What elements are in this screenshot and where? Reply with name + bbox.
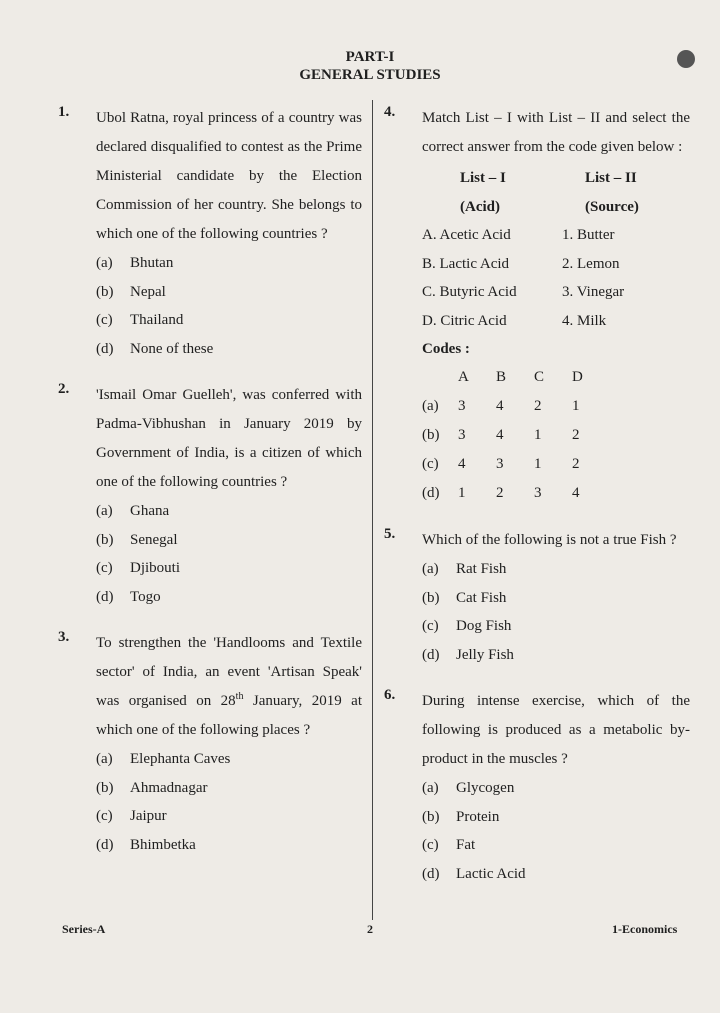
- option: [422, 803, 690, 832]
- list2-item: 1. Butter: [562, 227, 615, 243]
- list-header-row: [422, 164, 690, 193]
- ordinal-suffix: th: [235, 691, 244, 702]
- code-cell: 1: [534, 427, 542, 443]
- page-number: 2: [367, 922, 373, 936]
- option-text: Elephanta Caves: [130, 751, 231, 767]
- option-text: Thailand: [130, 312, 184, 328]
- option-text: Lactic Acid: [456, 865, 526, 882]
- page-header: [0, 48, 720, 84]
- code-cell: 3: [458, 427, 466, 443]
- list-row: [422, 307, 690, 336]
- codes-title: Codes :: [422, 341, 470, 357]
- option: [422, 860, 690, 889]
- option: [422, 584, 690, 613]
- code-cell: 2: [534, 398, 542, 414]
- option-label: (b): [422, 427, 440, 443]
- section-title: GENERAL STUDIES: [299, 67, 441, 83]
- option-label: (b): [422, 589, 440, 606]
- series-label: Series-A: [62, 922, 106, 936]
- option-text: Jelly Fish: [456, 646, 514, 663]
- option-label: (d): [422, 865, 440, 882]
- code-cell: 1: [458, 485, 466, 501]
- question-number: 4.: [384, 104, 396, 120]
- option-label: (d): [422, 646, 440, 663]
- question-2: [58, 381, 362, 611]
- match-lists: [422, 164, 690, 335]
- question-5: [384, 526, 690, 669]
- option-label: (c): [422, 456, 439, 472]
- question-text: [96, 629, 362, 745]
- option-label: (a): [422, 398, 439, 414]
- code-cell: 4: [458, 456, 466, 472]
- codes-row: [422, 450, 690, 479]
- option-label: (a): [96, 255, 113, 271]
- option: [96, 774, 362, 803]
- question-text: 'Ismail Omar Guelleh', was conferred with Padma-Vibhushan in January 2019 by Government of India, is a citizen of which one of the following countries ?: [96, 387, 362, 490]
- list1-item: A. Acetic Acid: [422, 227, 511, 243]
- code-cell: 1: [534, 456, 542, 472]
- codes-row: [422, 421, 690, 450]
- codes-header-cell: C: [534, 369, 545, 385]
- options-list: [422, 774, 690, 888]
- options-list: [96, 745, 362, 859]
- codes-row: [422, 392, 690, 421]
- option-text: None of these: [130, 340, 214, 357]
- question-text-part: January, 2019 at which one of the following places ?: [96, 693, 362, 738]
- question-text: Which of the following is not a true Fish ?: [422, 532, 677, 548]
- code-cell: 3: [496, 456, 504, 472]
- list-row: [422, 250, 690, 279]
- option-text: Cat Fish: [456, 589, 507, 606]
- option-label: (d): [96, 340, 114, 357]
- option: [422, 612, 690, 641]
- codes-header-cell: D: [572, 369, 583, 385]
- column-divider: [372, 100, 373, 920]
- option-label: (c): [96, 808, 113, 824]
- question-text: During intense exercise, which of the following is produced as a metabolic by-product in the muscles ?: [422, 693, 690, 767]
- list1-subheading: (Acid): [460, 198, 500, 215]
- codes-header-cell: A: [458, 369, 469, 385]
- code-cell: 3: [534, 485, 542, 501]
- list2-item: 3. Vinegar: [562, 284, 625, 300]
- options-list: [422, 555, 690, 669]
- question-4: [384, 104, 690, 508]
- question-number: 5.: [384, 526, 396, 542]
- list-subheader-row: [422, 193, 690, 222]
- option-label: (b): [96, 779, 114, 796]
- code-cell: 2: [572, 456, 580, 472]
- option-label: (a): [96, 751, 113, 767]
- question-text: Match List – I with List – II and select the correct answer from the code given below :: [422, 110, 690, 155]
- option: [96, 306, 362, 335]
- option: [422, 774, 690, 803]
- code-cell: 2: [572, 427, 580, 443]
- option: [96, 278, 362, 307]
- left-column: [58, 104, 362, 877]
- options-list: [96, 249, 362, 363]
- option: [96, 526, 362, 555]
- option: [96, 554, 362, 583]
- list2-item: 4. Milk: [562, 312, 607, 329]
- option: [96, 497, 362, 526]
- question-1: [58, 104, 362, 363]
- list-row: [422, 221, 690, 250]
- right-column: [384, 104, 690, 906]
- part-label: PART-I: [345, 49, 395, 65]
- codes-header-row: [422, 363, 690, 392]
- option-label: (a): [422, 780, 439, 796]
- question-text: Ubol Ratna, royal princess of a country was declared disqualified to contest as the Prime Ministerial candidate by the Election Commission of her country. She belongs to which one of the following countries ?: [96, 110, 362, 242]
- option-text: Nepal: [130, 283, 166, 300]
- option: [422, 641, 690, 670]
- question-3: [58, 629, 362, 859]
- option-text: Protein: [456, 808, 500, 825]
- option-text: Fat: [456, 837, 476, 853]
- option-text: Bhimbetka: [130, 836, 196, 853]
- option: [96, 831, 362, 860]
- option-text: Bhutan: [130, 255, 174, 271]
- list1-item: C. Butyric Acid: [422, 284, 517, 300]
- option-text: Rat Fish: [456, 561, 507, 577]
- option-text: Senegal: [130, 531, 178, 548]
- option-label: (a): [96, 503, 113, 519]
- option-label: (c): [96, 560, 113, 576]
- option: [96, 583, 362, 612]
- option: [422, 555, 690, 584]
- list1-item: D. Citric Acid: [422, 312, 507, 329]
- list2-item: 2. Lemon: [562, 255, 620, 272]
- list2-heading: List – II: [585, 170, 637, 186]
- option-label: (b): [96, 283, 114, 300]
- question-number: 3.: [58, 629, 70, 645]
- option-text: Ghana: [130, 503, 170, 519]
- list-row: [422, 278, 690, 307]
- option-text: Jaipur: [130, 808, 167, 824]
- list2-subheading: (Source): [585, 198, 639, 215]
- option-label: (d): [422, 485, 440, 501]
- option-text: Djibouti: [130, 560, 181, 576]
- option-label: (c): [422, 618, 439, 634]
- option-text: Ahmadnagar: [130, 779, 208, 796]
- code-cell: 4: [496, 398, 504, 414]
- question-number: 1.: [58, 104, 70, 120]
- option-label: (d): [96, 588, 114, 605]
- codes-header-cell: B: [496, 369, 507, 385]
- code-cell: 1: [572, 398, 580, 414]
- list1-item: B. Lactic Acid: [422, 255, 510, 272]
- option: [96, 745, 362, 774]
- list1-heading: List – I: [460, 170, 506, 186]
- option-label: (b): [96, 531, 114, 548]
- option-label: (a): [422, 561, 439, 577]
- code-cell: 3: [458, 398, 466, 414]
- question-number: 2.: [58, 381, 70, 397]
- question-6: [384, 687, 690, 888]
- option: [96, 249, 362, 278]
- option-text: Togo: [130, 588, 161, 605]
- code-cell: 2: [496, 485, 504, 501]
- option-text: Dog Fish: [456, 618, 512, 634]
- option-label: (c): [96, 312, 113, 328]
- codes-row: [422, 479, 690, 508]
- option-text: Glycogen: [456, 780, 515, 796]
- code-cell: 4: [496, 427, 504, 443]
- question-number: 6.: [384, 687, 396, 703]
- option: [96, 802, 362, 831]
- question-text-part: To strengthen the 'Handlooms and Textile sector' of India, an event 'Artisan Speak' was organised on 28: [96, 635, 362, 709]
- option-label: (d): [96, 836, 114, 853]
- code-cell: 4: [572, 485, 580, 501]
- subject-label: 1-Economics: [612, 922, 678, 936]
- option-label: (c): [422, 837, 439, 853]
- options-list: [96, 497, 362, 611]
- option: [422, 831, 690, 860]
- option-label: (b): [422, 808, 440, 825]
- option: [96, 335, 362, 364]
